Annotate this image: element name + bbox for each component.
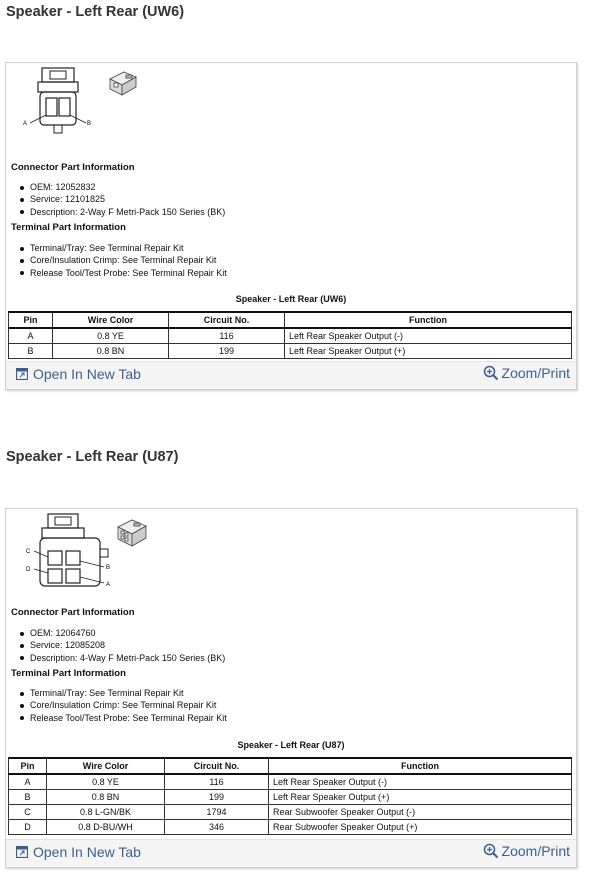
terminal-part-list bbox=[18, 687, 227, 724]
circuit-cell: 346 bbox=[165, 820, 269, 835]
pin-cell: B bbox=[9, 344, 53, 359]
function-cell: Rear Subwoofer Speaker Output (+) bbox=[269, 820, 572, 835]
list-item: Terminal/Tray: See Terminal Repair Kit bbox=[18, 242, 227, 254]
zoom-in-icon bbox=[483, 843, 499, 859]
connector-part-heading: Connector Part Information bbox=[11, 607, 135, 618]
wire-color-cell: 0.8 L-GN/BK bbox=[47, 805, 165, 820]
open-in-new-tab-label: Open In New Tab bbox=[33, 366, 141, 382]
circuit-cell: 199 bbox=[169, 344, 285, 359]
circuit-cell: 116 bbox=[165, 774, 269, 790]
card-footer bbox=[6, 839, 576, 866]
list-item: Core/Insulation Crimp: See Terminal Repair Kit bbox=[18, 699, 227, 711]
open-in-new-tab-link[interactable] bbox=[16, 366, 141, 382]
table-row bbox=[9, 790, 572, 805]
function-cell: Left Rear Speaker Output (+) bbox=[269, 790, 572, 805]
connector-card-uw6 bbox=[5, 62, 577, 390]
circuit-cell: 116 bbox=[169, 328, 285, 344]
connector-part-list bbox=[18, 181, 225, 218]
pin-label-a: A bbox=[23, 121, 28, 127]
connector-2way-diagram bbox=[20, 65, 150, 141]
list-item: Core/Insulation Crimp: See Terminal Repair Kit bbox=[18, 254, 227, 266]
function-cell: Left Rear Speaker Output (-) bbox=[269, 774, 572, 790]
wire-color-cell: 0.8 BN bbox=[47, 790, 165, 805]
column-header-circuit: Circuit No. bbox=[165, 758, 269, 774]
pin-label-b: B bbox=[87, 121, 92, 127]
section-title: Speaker - Left Rear (UW6) bbox=[6, 4, 185, 20]
pin-label-c: C bbox=[26, 549, 31, 555]
list-item: Release Tool/Test Probe: See Terminal Repair Kit bbox=[18, 267, 227, 279]
column-header-pin: Pin bbox=[9, 312, 53, 328]
list-item: OEM: 12052832 bbox=[18, 181, 225, 193]
new-tab-icon bbox=[16, 846, 28, 858]
connector-4way-diagram bbox=[18, 511, 148, 597]
wire-color-cell: 0.8 YE bbox=[47, 774, 165, 790]
open-in-new-tab-label: Open In New Tab bbox=[33, 844, 141, 860]
function-cell: Left Rear Speaker Output (+) bbox=[285, 344, 572, 359]
table-row bbox=[9, 328, 572, 344]
list-item: Terminal/Tray: See Terminal Repair Kit bbox=[18, 687, 227, 699]
pin-table bbox=[8, 757, 572, 835]
zoom-print-link[interactable] bbox=[483, 843, 570, 859]
terminal-part-heading: Terminal Part Information bbox=[11, 668, 126, 679]
pin-cell: B bbox=[9, 790, 47, 805]
zoom-in-icon bbox=[483, 365, 499, 381]
terminal-part-heading: Terminal Part Information bbox=[11, 222, 126, 233]
column-header-pin: Pin bbox=[9, 758, 47, 774]
list-item: Service: 12085208 bbox=[18, 639, 225, 651]
pin-label-b: B bbox=[106, 565, 111, 571]
table-row bbox=[9, 344, 572, 359]
card-footer bbox=[6, 361, 576, 388]
table-caption: Speaker - Left Rear (U87) bbox=[237, 740, 345, 750]
table-row bbox=[9, 820, 572, 835]
pin-cell: C bbox=[9, 805, 47, 820]
pin-cell: D bbox=[9, 820, 47, 835]
circuit-cell: 1794 bbox=[165, 805, 269, 820]
section-title: Speaker - Left Rear (U87) bbox=[6, 449, 179, 465]
connector-part-list bbox=[18, 627, 225, 664]
zoom-print-label: Zoom/Print bbox=[501, 365, 570, 381]
column-header-function: Function bbox=[269, 758, 572, 774]
wire-color-cell: 0.8 D-BU/WH bbox=[47, 820, 165, 835]
circuit-cell: 199 bbox=[165, 790, 269, 805]
column-header-wire-color: Wire Color bbox=[53, 312, 169, 328]
wire-color-cell: 0.8 YE bbox=[53, 328, 169, 344]
connector-part-heading: Connector Part Information bbox=[11, 162, 135, 173]
list-item: Service: 12101825 bbox=[18, 193, 225, 205]
open-in-new-tab-link[interactable] bbox=[16, 844, 141, 860]
table-caption: Speaker - Left Rear (UW6) bbox=[235, 294, 347, 304]
zoom-print-label: Zoom/Print bbox=[501, 843, 570, 859]
pin-table bbox=[8, 311, 572, 359]
column-header-circuit: Circuit No. bbox=[169, 312, 285, 328]
zoom-print-link[interactable] bbox=[483, 365, 570, 381]
column-header-wire-color: Wire Color bbox=[47, 758, 165, 774]
list-item: Description: 2-Way F Metri-Pack 150 Series (BK) bbox=[18, 206, 225, 218]
wire-color-cell: 0.8 BN bbox=[53, 344, 169, 359]
function-cell: Rear Subwoofer Speaker Output (-) bbox=[269, 805, 572, 820]
table-row bbox=[9, 805, 572, 820]
column-header-function: Function bbox=[285, 312, 572, 328]
list-item: Description: 4-Way F Metri-Pack 150 Series (BK) bbox=[18, 652, 225, 664]
list-item: Release Tool/Test Probe: See Terminal Repair Kit bbox=[18, 712, 227, 724]
connector-card-u87 bbox=[5, 508, 577, 868]
pin-cell: A bbox=[9, 328, 53, 344]
pin-label-a: A bbox=[106, 582, 111, 588]
table-row bbox=[9, 774, 572, 790]
terminal-part-list bbox=[18, 242, 227, 279]
new-tab-icon bbox=[16, 368, 28, 380]
pin-cell: A bbox=[9, 774, 47, 790]
function-cell: Left Rear Speaker Output (-) bbox=[285, 328, 572, 344]
list-item: OEM: 12064760 bbox=[18, 627, 225, 639]
pin-label-d: D bbox=[26, 567, 31, 573]
